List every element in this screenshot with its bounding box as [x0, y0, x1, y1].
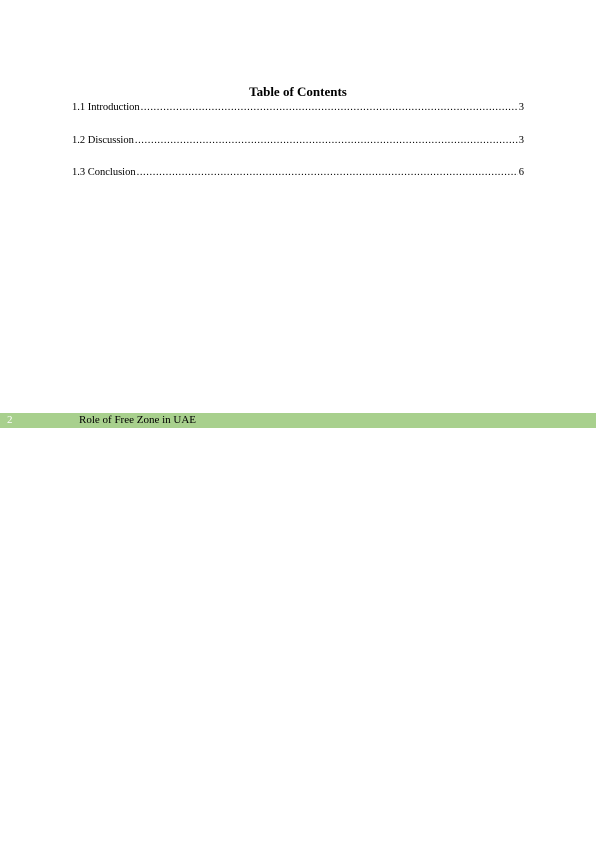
toc-entry-page: 3 [518, 102, 524, 113]
footer-bar [0, 413, 596, 428]
toc-dot-leader [141, 101, 518, 114]
toc-entry[interactable] [72, 101, 524, 114]
footer-page-number: 2 [7, 414, 13, 426]
toc-entry-label: 1.1 Introduction [72, 102, 140, 113]
toc-entry-label: 1.2 Discussion [72, 135, 134, 146]
toc-title: Table of Contents [249, 84, 347, 99]
toc-entry[interactable] [72, 134, 524, 147]
toc-entry-page: 3 [518, 135, 524, 146]
toc-entry[interactable] [72, 166, 524, 179]
toc-entry-page: 6 [518, 167, 524, 178]
footer-title: Role of Free Zone in UAE [79, 414, 196, 426]
toc-entry-label: 1.3 Conclusion [72, 167, 136, 178]
toc-dot-leader [137, 166, 518, 179]
toc-dot-leader [135, 134, 518, 147]
